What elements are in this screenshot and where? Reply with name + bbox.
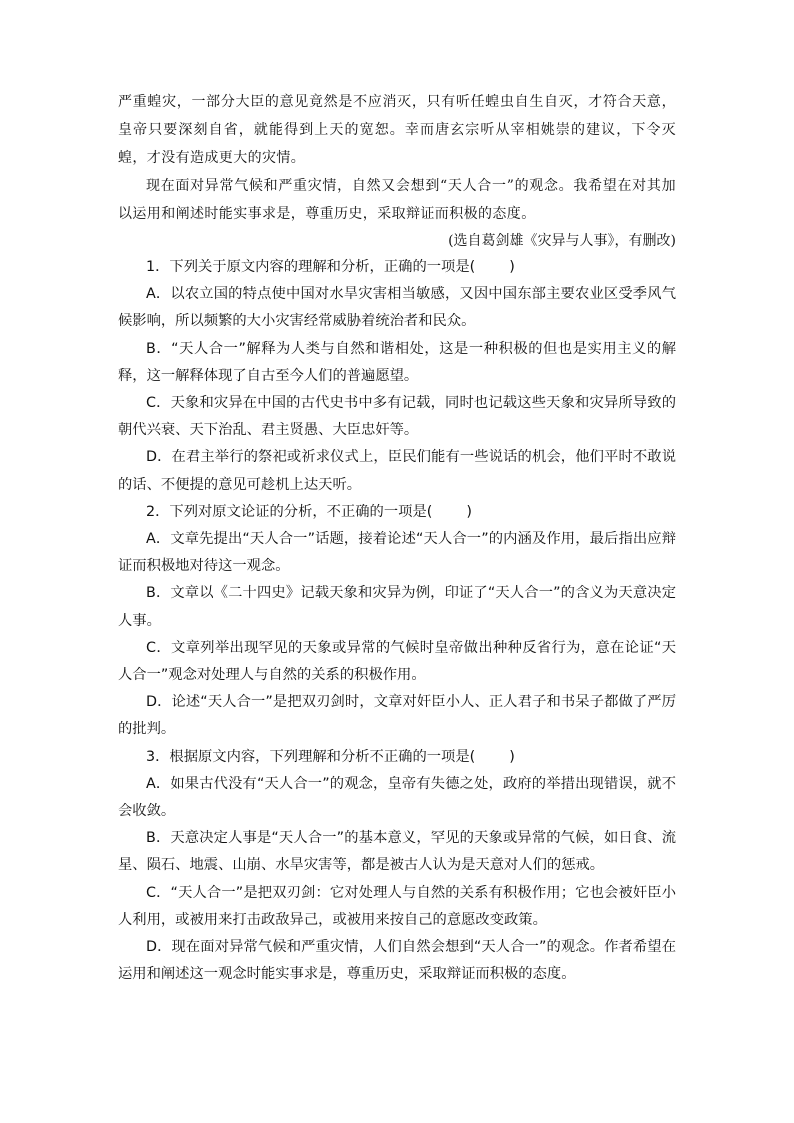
option-d: D．论述“天人合一”是把双刃剑时，文章对奸臣小人、正人君子和书呆子都做了严厉的批判。 [118,694,676,738]
option-a: A．文章先提出“天人合一”话题，接着论述“天人合一”的内涵及作用，最后指出应辩证而积极地对待这一观念。 [118,531,676,575]
option-c: C．“天人合一”是把双刃剑：它对处理人与自然的关系有积极作用；它也会被奸臣小人利用，或被用来打击政敌异己，或被用来按自己的意愿改变政策。 [118,884,676,928]
question-stem: 2．下列对原文论证的分析，不正确的一项是( ) [146,503,472,520]
option-b: B．文章以《二十四史》记载天象和灾异为例，印证了“天人合一”的含义为天意决定人事。 [118,585,676,629]
question-3 [118,744,676,989]
passage-paragraph-1: 严重蝗灾，一部分大臣的意见竟然是不应消灭，只有听任蝗虫自生自灭，才符合天意，皇帝只要深刻自省，就能得到上天的宽恕。幸而唐玄宗听从宰相姚崇的建议，下令灭蝗，才没有造成更大的灾情。 [118,94,676,166]
passage-paragraph-2: 现在面对异常气候和严重灾情，自然又会想到“天人合一”的观念。我希望在对其加以运用和阐述时能实事求是，尊重历史，采取辩证而积极的态度。 [118,178,676,222]
option-b: B．“天人合一”解释为人类与自然和谐相处，这是一种积极的但也是实用主义的解释，这一解释体现了自古至今人们的普遍愿望。 [118,340,676,384]
question-stem: 3．根据原文内容，下列理解和分析不正确的一项是( ) [146,748,515,765]
question-1 [118,254,676,499]
passage-source: (选自葛剑雄《灾异与人事》，有删改) [448,233,676,249]
option-a: A．以农立国的特点使中国对水旱灾害相当敏感，又因中国东部主要农业区受季风气候影响，所以频繁的大小灾害经常威胁着统治者和民众。 [118,286,676,330]
question-stem: 1．下列关于原文内容的理解和分析，正确的一项是( ) [146,259,515,275]
option-c: C．文章列举出现罕见的天象或异常的气候时皇帝做出种种反省行为，意在论证“天人合一”观念对处理人与自然的关系的积极作用。 [118,639,676,684]
option-b: B．天意决定人事是“天人合一”的基本意义，罕见的天象或异常的气候，如日食、流星、陨石、地震、山崩、水旱灾害等，都是被古人认为是天意对人们的惩戒。 [118,830,676,874]
option-c: C．天象和灾异在中国的古代史书中多有记载，同时也记载这些天象和灾异所导致的朝代兴衰、天下治乱、君主贤愚、大臣忠奸等。 [118,395,676,439]
option-d: D．现在面对异常气候和严重灾情，人们自然会想到“天人合一”的观念。作者希望在运用和阐述这一观念时能实事求是，尊重历史，采取辩证而积极的态度。 [118,939,676,983]
option-d: D．在君主举行的祭祀或祈求仪式上，臣民们能有一些说话的机会，他们平时不敢说的话、不便提的意见可趁机上达天听。 [118,449,676,493]
option-a: A．如果古代没有“天人合一”的观念，皇帝有失德之处，政府的举措出现错误，就不会收敛。 [118,775,676,820]
question-2 [118,499,676,744]
reading-passage [118,88,676,228]
question-list [118,254,676,988]
